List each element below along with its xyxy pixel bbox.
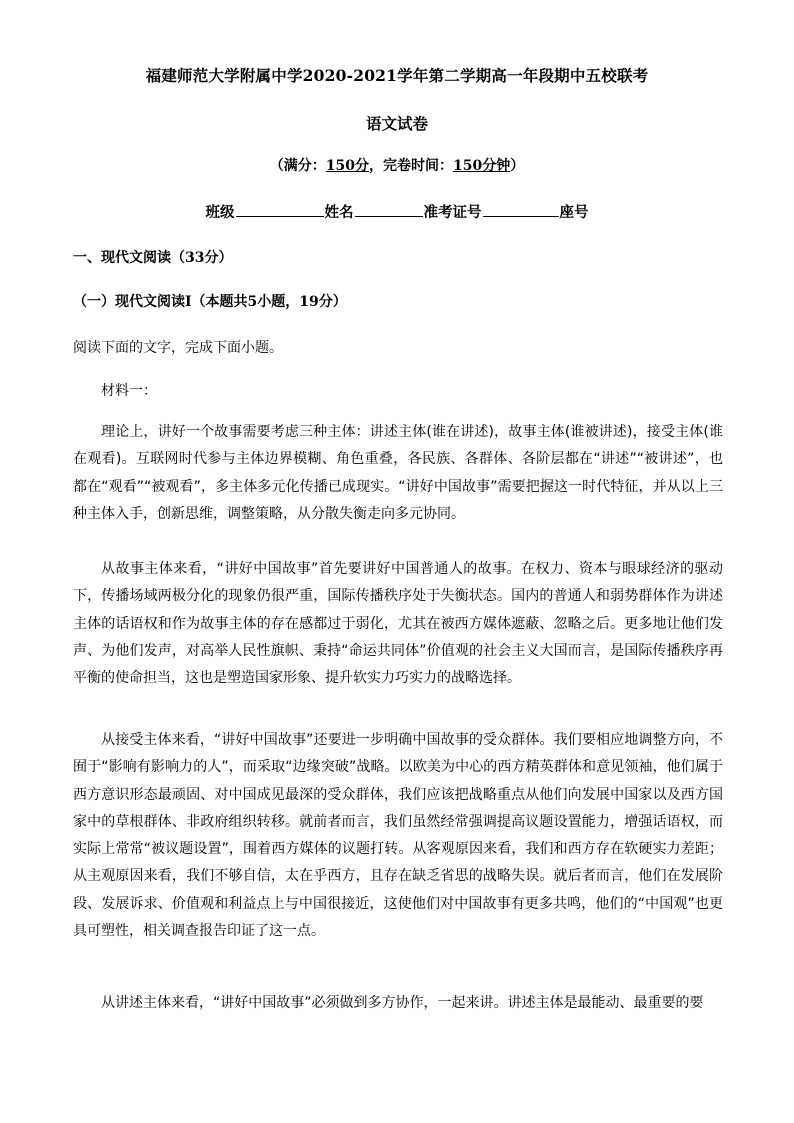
score-middle: ，完卷时间： (369, 158, 453, 174)
exam-subtitle: 语文试卷 (365, 114, 428, 133)
score-prefix: （满分： (269, 158, 326, 174)
exam-title: 福建师范大学附属中学2020-2021学年第二学期高一年段期中五校联考 (145, 66, 649, 85)
subsection-heading: （一）现代文阅读Ⅰ（本题共5小题，19分） (73, 294, 347, 310)
student-info-line (0, 201, 794, 222)
name-label: 姓名 (324, 204, 354, 221)
name-blank[interactable] (355, 202, 423, 217)
class-label: 班级 (205, 204, 235, 221)
score-suffix: ） (510, 158, 525, 174)
section-heading: 一、现代文阅读（33分） (73, 250, 233, 266)
paragraph-3: 从接受主体来看，“讲好中国故事”还要进一步明确中国故事的受众群体。我们要相应地调整方向，不囿于“影响有影响力的人”，而采取“边缘突破”战略。以欧美为中心的西方精英群体和意见领袖，他们属于西方意识形态最顽固、对中国成见最深的受众群体，我们应该把战略重点从他们向发展中国家以及西方国家中的草根群体、非政府组织转移。就前者而言，我们虽然经常强调提高议题设置能力，增强话语权，而实际上常常“被议题设置”，围着西方媒体的议题打转。从客观原因来看，我们和西方存在软硬实力差距；从主观原因来看，我们不够自信，太在乎西方，且存在缺乏省思的战略失误。就后者而言，他们在发展阶段、发展诉求、价值观和利益点上与中国很接近，这使他们对中国故事有更多共鸣，他们的“中国观”也更具可塑性，相关调查报告印证了这一点。 (73, 732, 723, 940)
exam-time-value: 150分钟 (453, 158, 511, 174)
paragraph-2: 从故事主体来看，“讲好中国故事”首先要讲好中国普通人的故事。在权力、资本与眼球经济的驱动下，传播场域两极分化的现象仍很严重，国际传播秩序处于失衡状态。国内的普通人和弱势群体作为讲述主体的话语权和作为故事主体的存在感都过于弱化，尤其在被西方媒体遮蔽、忽略之后。更多地让他们发声、为他们发声，对高举人民性旗帜、秉持“命运共同体”价值观的社会主义大国而言，是国际传播秩序再平衡的使命担当，这也是塑造国家形象、提升软实力巧实力的战略选择。 (73, 561, 723, 687)
class-blank[interactable] (236, 202, 324, 217)
paragraph-4: 从讲述主体来看，“讲好中国故事”必须做到多方协作，一起来讲。讲述主体是最能动、最重要的要 (101, 995, 704, 1011)
material-label: 材料一： (101, 383, 157, 399)
paragraph-1: 理论上，讲好一个故事需要考虑三种主体：讲述主体(谁在讲述)，故事主体(谁被讲述)，接受主体(谁在观看)。互联网时代参与主体边界模糊、角色重叠，各民族、各群体、各阶层都在“讲述”“被讲述”，也都在“观看”“被观看”，多主体多元化传播已成现实。“讲好中国故事”需要把握这一时代特征，并从以上三种主体入手，创新思维，调整策略，从分散失衡走向多元协同。 (73, 424, 723, 522)
reading-instruction: 阅读下面的文字，完成下面小题。 (73, 340, 283, 356)
full-score-value: 150分 (325, 158, 369, 174)
score-time-line (0, 155, 794, 175)
exam-number-blank[interactable] (483, 202, 559, 217)
exam-number-label: 准考证号 (423, 204, 482, 221)
seat-label: 座号 (559, 204, 589, 221)
